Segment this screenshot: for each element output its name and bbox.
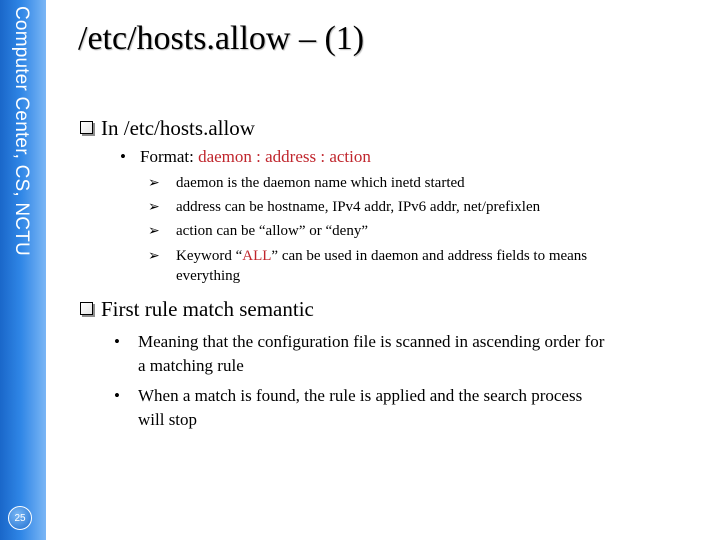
list-item-text: daemon is the daemon name which inetd started (176, 175, 465, 191)
checkbox-bullet-icon (80, 121, 93, 134)
list-item (148, 199, 540, 216)
sidebar (0, 0, 46, 540)
list-item-keyword (148, 248, 587, 265)
checkbox-bullet-icon (80, 302, 93, 315)
format-line (120, 147, 371, 167)
format-label: Format: (140, 147, 199, 166)
section1-heading (80, 116, 255, 141)
dot-bullet-icon: • (114, 386, 120, 405)
arrow-bullet-icon: ➢ (148, 224, 160, 239)
list-item (148, 223, 368, 240)
keyword-post: ” can be used in daemon and address fields to means (271, 248, 588, 264)
keyword-line2: everything (176, 268, 241, 284)
section2-heading (80, 297, 314, 322)
section2-heading-text: First rule match semantic (101, 297, 314, 321)
list-item-text: action can be “allow” or “deny” (176, 223, 368, 239)
section2-bullet (114, 386, 582, 406)
list-item-continuation (176, 268, 240, 285)
section2-bullet (114, 332, 604, 352)
keyword-value: ALL (242, 248, 272, 264)
sidebar-org-label: Computer Center, CS, NCTU (11, 6, 32, 256)
dot-bullet-icon: • (114, 332, 120, 351)
keyword-pre: Keyword “ (176, 248, 243, 264)
page-number-badge: 25 (8, 506, 32, 530)
slide-title: /etc/hosts.allow – (1) (78, 20, 365, 57)
format-value: daemon : address : action (198, 147, 371, 166)
arrow-bullet-icon: ➢ (148, 200, 160, 215)
list-item (148, 175, 465, 192)
list-item-text: address can be hostname, IPv4 addr, IPv6 addr, net/prefixlen (176, 199, 541, 215)
arrow-bullet-icon: ➢ (148, 176, 160, 191)
section2-bullet-continuation (138, 410, 197, 430)
section2-bullet-text: a matching rule (138, 356, 244, 375)
section2-bullet-continuation (138, 356, 244, 376)
section2-bullet-text: will stop (138, 410, 198, 429)
section2-bullet-text: When a match is found, the rule is applied and the search process (138, 386, 583, 405)
section2-bullet-text: Meaning that the configuration file is scanned in ascending order for (138, 332, 605, 351)
section1-heading-text: In /etc/hosts.allow (101, 116, 255, 140)
keyword-text (176, 248, 587, 265)
arrow-bullet-icon: ➢ (148, 249, 160, 264)
dot-bullet-icon: • (120, 147, 126, 166)
